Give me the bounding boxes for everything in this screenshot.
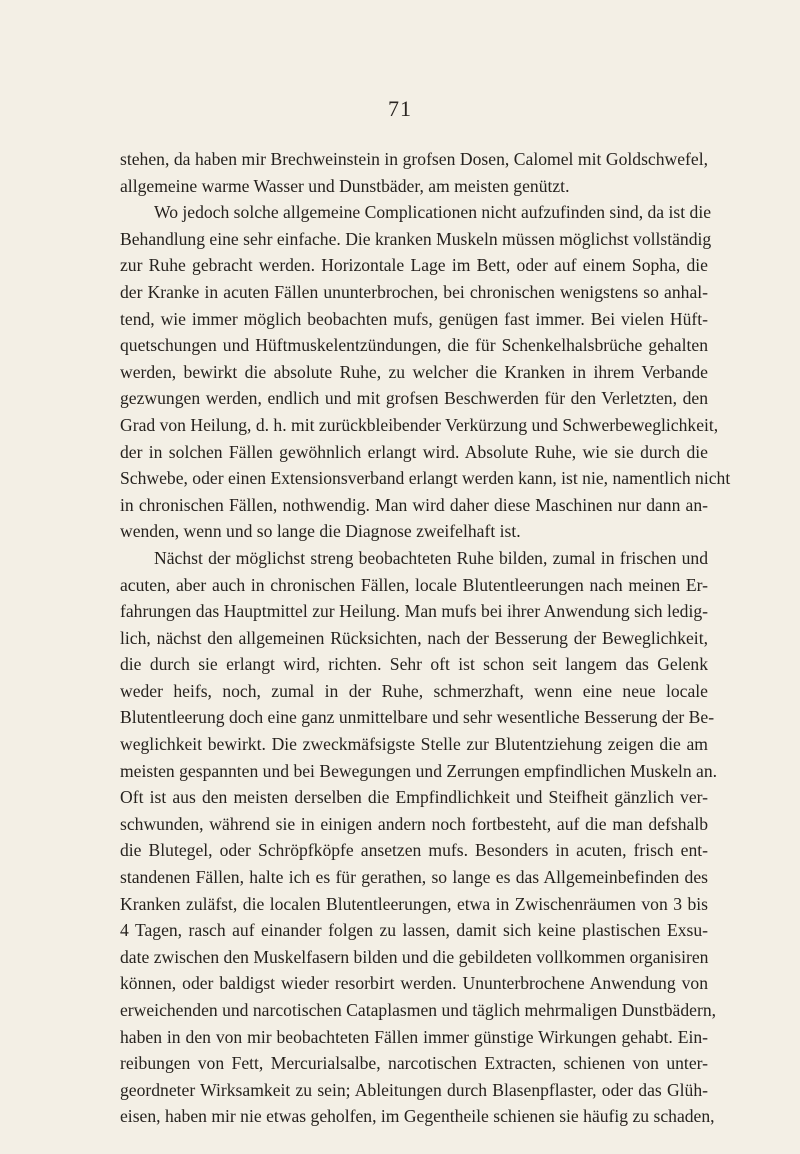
text-line: zur Ruhe gebracht werden. Horizontale Lage im Bett, oder auf einem Sopha, die: [120, 255, 708, 276]
text-line: können, oder baldigst wieder resorbirt werden. Ununterbrochene Anwendung von: [120, 973, 708, 994]
text-line: werden, bewirkt die absolute Ruhe, zu welcher die Kranken in ihrem Verbande: [120, 361, 708, 382]
text-line: tend, wie immer möglich beobachten mufs, genügen fast immer. Bei vielen Hüft-: [120, 308, 708, 329]
text-line: die durch sie erlangt wird, richten. Sehr oft ist schon seit langem das Gelenk: [120, 654, 708, 675]
text-line: Behandlung eine sehr einfache. Die kranken Muskeln müssen möglichst vollständig: [120, 228, 712, 249]
text-line: erweichenden und narcotischen Cataplasmen und täglich mehrmaligen Dunstbädern,: [120, 1000, 717, 1020]
text-line: Oft ist aus den meisten derselben die Empfindlichkeit und Steifheit gänzlich ver-: [120, 787, 708, 808]
text-line: geordneter Wirksamkeit zu sein; Ableitungen durch Blasenpflaster, oder das Glüh-: [120, 1079, 708, 1100]
text-line: weder heifs, noch, zumal in der Ruhe, schmerzhaft, wenn eine neue locale: [120, 680, 708, 701]
text-line: reibungen von Fett, Mercurialsalbe, narcotischen Extracten, schienen von unter-: [120, 1053, 708, 1074]
page-number: 71: [388, 96, 412, 121]
text-line: gezwungen werden, endlich und mit grofsen Beschwerden für den Verletzten, den: [120, 388, 708, 409]
text-line: quetschungen und Hüftmuskelentzündungen, die für Schenkelhalsbrüche gehalten: [120, 335, 708, 356]
text-line: Blutentleerung doch eine ganz unmittelbare und sehr wesentliche Besserung der Be-: [120, 707, 715, 728]
text-line: weglichkeit bewirkt. Die zweckmäfsigste Stelle zur Blutentziehung zeigen die am: [120, 734, 708, 755]
text-line: die Blutegel, oder Schröpfköpfe ansetzen mufs. Besonders in acuten, frisch ent-: [120, 840, 708, 861]
body-text: [120, 146, 731, 1130]
text-line: Kranken zuläfst, die localen Blutentleerungen, etwa in Zwischenräumen von 3 bis: [120, 893, 708, 914]
text-line: haben in den von mir beobachteten Fällen immer günstige Wirkungen gehabt. Ein-: [120, 1026, 708, 1047]
text-line: schwunden, während sie in einigen andern noch fortbesteht, auf die man defshalb: [120, 813, 708, 834]
text-line: lich, nächst den allgemeinen Rücksichten, nach der Besserung der Beweglichkeit,: [120, 627, 708, 648]
text-line: Grad von Heilung, d. h. mit zurückbleibender Verkürzung und Schwerbeweglichkeit,: [120, 414, 719, 435]
text-line: date zwischen den Muskelfasern bilden und die gebildeten vollkommen organisiren: [120, 946, 709, 967]
text-line: eisen, haben mir nie etwas geholfen, im Gegentheile schienen sie häufig zu schaden,: [120, 1106, 715, 1127]
text-line: 4 Tagen, rasch auf einander folgen zu lassen, damit sich keine plastischen Exsu-: [120, 920, 708, 941]
text-line: Wo jedoch solche allgemeine Complicationen nicht aufzufinden sind, da ist die: [154, 202, 712, 223]
text-line: Nächst der möglichst streng beobachteten Ruhe bilden, zumal in frischen und: [154, 547, 708, 568]
text-line: der in solchen Fällen gewöhnlich erlangt wird. Absolute Ruhe, wie sie durch die: [120, 441, 708, 462]
text-line: standenen Fällen, halte ich es für gerathen, so lange es das Allgemeinbefinden des: [120, 867, 708, 888]
text-line: wenden, wenn und so lange die Diagnose zweifelhaft ist.: [120, 521, 521, 542]
text-line: allgemeine warme Wasser und Dunstbäder, am meisten genützt.: [120, 175, 570, 196]
text-line: der Kranke in acuten Fällen ununterbrochen, bei chronischen wenigstens so anhal-: [120, 281, 708, 302]
text-line: stehen, da haben mir Brechweinstein in grofsen Dosen, Calomel mit Goldschwefel,: [120, 149, 708, 169]
text-line: fahrungen das Hauptmittel zur Heilung. Man mufs bei ihrer Anwendung sich ledig-: [120, 601, 708, 622]
text-line: in chronischen Fällen, nothwendig. Man wird daher diese Maschinen nur dann an-: [120, 494, 708, 515]
text-line: Schwebe, oder einen Extensionsverband erlangt werden kann, ist nie, namentlich nicht: [120, 468, 731, 489]
text-line: acuten, aber auch in chronischen Fällen, locale Blutentleerungen nach meinen Er-: [120, 574, 708, 595]
text-line: meisten gespannten und bei Bewegungen und Zerrungen empfindlichen Muskeln an.: [120, 760, 718, 781]
